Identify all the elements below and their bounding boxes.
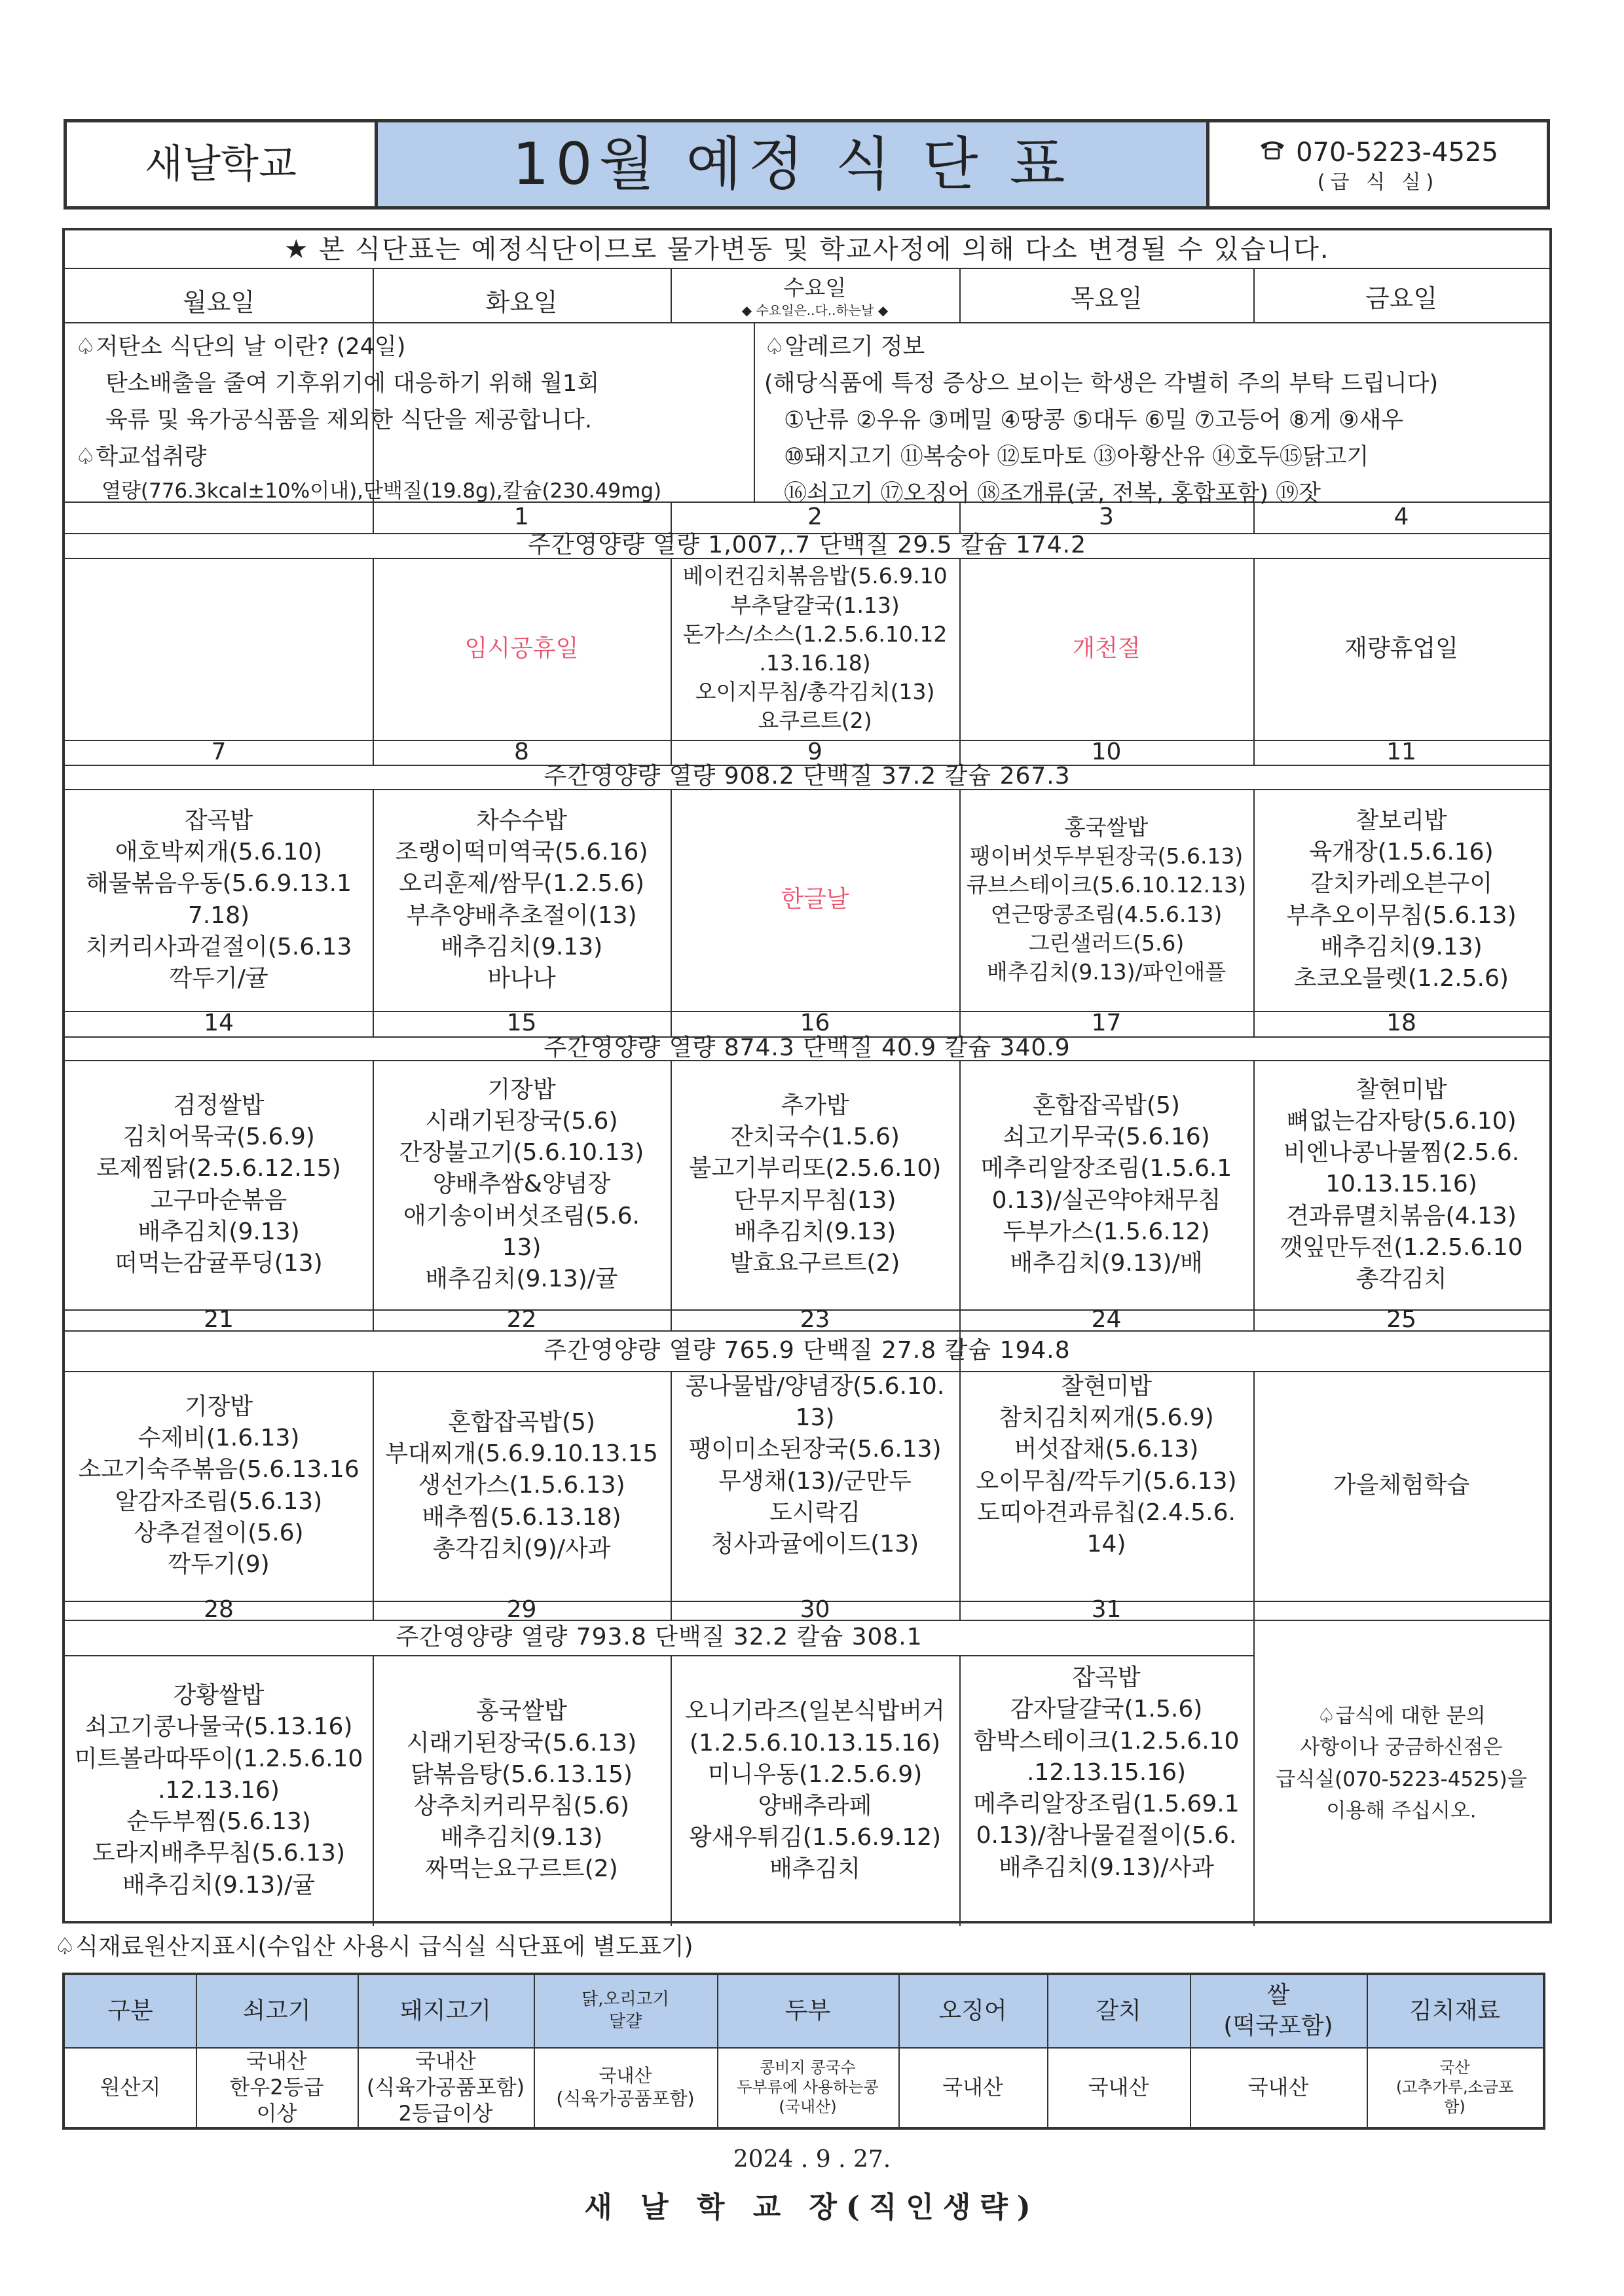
low-carbon-line2: 육류 및 육가공식품을 제외한 식단을 제공합니다. bbox=[105, 407, 592, 433]
menu-item: 참치김치찌개(5.6.9) bbox=[999, 1404, 1214, 1432]
menu-item: .12.13.15.16) bbox=[1026, 1758, 1187, 1786]
menu-item: 생선가스(1.5.6.13) bbox=[418, 1472, 625, 1499]
menu-item: 도라지배추무침(5.6.13) bbox=[92, 1840, 346, 1867]
menu-item: 오이무침/깍두기(5.6.13) bbox=[976, 1467, 1237, 1495]
phone-number: 070-5223-4525 bbox=[1296, 137, 1498, 168]
menu-item: 수제비(1.6.13) bbox=[138, 1425, 300, 1452]
menu-cell bbox=[671, 1330, 959, 1601]
menu-item: 감자달걀국(1.5.6) bbox=[1010, 1696, 1203, 1723]
menu-item: 도시락김 bbox=[769, 1499, 861, 1526]
menu-item: 육개장(1.5.6.16) bbox=[1309, 839, 1494, 866]
origin-value: 국내산 bbox=[942, 2075, 1003, 2100]
weekly-nutrition: 주간영양량 열량 793.8 단백질 32.2 칼슘 308.1 bbox=[396, 1623, 923, 1650]
menu-item: 양배추라페 bbox=[758, 1793, 872, 1819]
menu-item: 배추김치(9.13) bbox=[440, 1824, 603, 1851]
menu-item: 요쿠르트(2) bbox=[758, 708, 872, 734]
menu-item: 닭볶음탕(5.6.13.15) bbox=[411, 1760, 633, 1788]
allergy-warning: (해당식품에 특정 증상으 보이는 학생은 각별히 주의 부탁 드립니다) bbox=[764, 371, 1439, 397]
menu-item: 시래기된장국(5.6.13) bbox=[406, 1729, 637, 1757]
menu-item: 치커리사과겉절이(5.6.13 bbox=[85, 933, 352, 960]
menu-item: 검정쌀밥 bbox=[173, 1091, 265, 1119]
menu-item: 배추김치 bbox=[769, 1855, 861, 1883]
page-title: 10월 예정 식 단 표 bbox=[375, 122, 1209, 206]
menu-item: 총각김치 bbox=[1356, 1266, 1447, 1293]
menu-item: 배추김치(9.13) bbox=[733, 1218, 896, 1245]
menu-item: 쇠고기무국(5.6.16) bbox=[1003, 1123, 1210, 1151]
low-carbon-info bbox=[65, 322, 754, 501]
origin-header: 갈치 bbox=[1096, 1997, 1141, 2024]
menu-item: 고구마순볶음 bbox=[150, 1186, 287, 1214]
low-carbon-line1: 탄소배출을 줄여 기후위기에 대응하기 위해 월1회 bbox=[105, 371, 600, 397]
menu-item: 14) bbox=[1086, 1530, 1126, 1558]
menu-cell bbox=[1253, 1060, 1549, 1309]
origin-value: 국내산 (식육가공품포함) bbox=[556, 2065, 695, 2109]
menu-cell bbox=[373, 789, 671, 1011]
menu-item: 비엔나콩나물찜(2.5.6. bbox=[1283, 1139, 1520, 1167]
menu-item: 베이컨김치볶음밥(5.6.9.10 bbox=[682, 563, 948, 589]
menu-item: 찰보리밥 bbox=[1356, 807, 1447, 834]
menu-item: 찰현미밥 bbox=[1060, 1372, 1153, 1400]
date-cell: 29 bbox=[506, 1596, 537, 1624]
menu-cell bbox=[959, 1620, 1253, 1926]
menu-item: 혼합잡곡밥(5) bbox=[448, 1408, 595, 1436]
menu-item: 혼합잡곡밥(5) bbox=[1033, 1091, 1180, 1119]
menu-cell bbox=[671, 1655, 959, 1926]
menu-item: 홍국쌀밥 bbox=[475, 1698, 568, 1725]
menu-item: (1.2.5.6.10.13.15.16) bbox=[689, 1729, 941, 1757]
menu-cell bbox=[65, 1060, 373, 1309]
menu-item: 기장밥 bbox=[487, 1076, 556, 1103]
allergy-heading: ♤알레르기 정보 bbox=[764, 334, 925, 360]
menu-item: 차수수밥 bbox=[475, 807, 568, 834]
menu-item: 기장밥 bbox=[184, 1393, 253, 1420]
menu-cell bbox=[959, 1330, 1253, 1601]
date-cell: 11 bbox=[1386, 738, 1416, 765]
menu-item: 짜먹는요구르트(2) bbox=[425, 1855, 618, 1883]
menu-item: 애호박찌개(5.6.10) bbox=[115, 839, 323, 866]
intake-heading: ♤학교섭취량 bbox=[75, 444, 207, 470]
menu-item: 잔치국수(1.5.6) bbox=[730, 1123, 900, 1151]
origin-value: 국내산 한우2등급 이상 bbox=[229, 2049, 324, 2126]
menu-item: 깻잎만두전(1.2.5.6.10 bbox=[1280, 1233, 1523, 1261]
date-cell: 9 bbox=[807, 738, 822, 765]
menu-item: 돈가스/소스(1.2.5.6.10.12 bbox=[682, 621, 948, 647]
menu-item: 연근땅콩조림(4.5.6.13) bbox=[990, 901, 1223, 927]
menu-cell bbox=[671, 1060, 959, 1309]
menu-cell bbox=[959, 1060, 1253, 1309]
menu-item: 미트볼라따뚜이(1.2.5.6.10 bbox=[74, 1745, 363, 1772]
menu-item: 떠먹는감귤푸딩(13) bbox=[115, 1249, 323, 1277]
menu-item: 홍국쌀밥 bbox=[1064, 814, 1149, 840]
menu-item: 바나나 bbox=[487, 964, 556, 992]
menu-item: 양배추쌈&양념장 bbox=[432, 1171, 611, 1198]
menu-item: 도띠아견과류칩(2.4.5.6. bbox=[977, 1499, 1236, 1526]
inquiry-note bbox=[1253, 1601, 1549, 1926]
menu-item: 버섯잡채(5.6.13) bbox=[1014, 1436, 1199, 1463]
weekly-nutrition: 주간영양량 열량 1,007,.7 단백질 29.5 칼슘 174.2 bbox=[527, 531, 1087, 558]
menu-item: 배추김치(9.13)/귤 bbox=[122, 1871, 316, 1899]
closure-label: 재량휴업일 bbox=[1344, 634, 1458, 662]
menu-item: 배추김치(9.13) bbox=[440, 933, 603, 960]
menu-item: 오이지무침/총각김치(13) bbox=[695, 679, 935, 705]
menu-item: 0.13)/실곤약야채무침 bbox=[991, 1186, 1221, 1214]
day-monday: 월요일 bbox=[182, 288, 255, 318]
date-cell: 1 bbox=[514, 503, 529, 530]
inquiry-line: 이용해 주십시오. bbox=[1326, 1798, 1477, 1823]
date-cell: 25 bbox=[1386, 1305, 1416, 1333]
menu-item: 배추김치(9.13)/파인애플 bbox=[986, 958, 1227, 985]
menu-item: 상추겉절이(5.6) bbox=[134, 1519, 304, 1546]
menu-item: 두부가스(1.5.6.12) bbox=[1003, 1218, 1210, 1245]
menu-item: 0.13)/참나물겉절이(5.6. bbox=[976, 1822, 1237, 1850]
date-cell: 8 bbox=[514, 738, 529, 765]
origin-title: ♤식재료원산지표시(수입산 사용시 급식실 식단표에 별도표기) bbox=[54, 1933, 693, 1960]
intake-values: 열량(776.3kcal±10%이내),단백질(19.8g),칼슘(230.49mg) bbox=[101, 479, 662, 503]
origin-header: 오징어 bbox=[938, 1997, 1007, 2024]
origin-value: 원산지 bbox=[100, 2075, 161, 2100]
menu-item: 상추치커리무침(5.6) bbox=[414, 1793, 629, 1819]
date-cell: 14 bbox=[204, 1010, 234, 1037]
weekly-nutrition: 주간영양량 열량 765.9 단백질 27.8 칼슘 194.8 bbox=[544, 1336, 1071, 1364]
menu-item: 부추오이무침(5.6.13) bbox=[1286, 902, 1517, 929]
date-cell: 22 bbox=[506, 1305, 537, 1333]
menu-item: 13) bbox=[502, 1233, 542, 1261]
menu-item: 갈치카레오븐구이 bbox=[1310, 870, 1493, 898]
date-cell: 30 bbox=[800, 1596, 830, 1624]
menu-item: 강황쌀밥 bbox=[173, 1682, 265, 1709]
contact-phone bbox=[1209, 129, 1547, 201]
menu-item: 오리훈제/쌈무(1.2.5.6) bbox=[399, 870, 644, 898]
day-tuesday: 화요일 bbox=[485, 288, 558, 318]
menu-item: 청사과귤에이드(13) bbox=[710, 1530, 919, 1558]
school-name: 새날학교 bbox=[145, 141, 297, 187]
menu-cell bbox=[65, 1655, 373, 1926]
menu-cell bbox=[65, 1371, 373, 1601]
menu-item: 오니기라즈(일본식밥버거 bbox=[685, 1698, 945, 1725]
day-wednesday-sub: ◆ 수요일은..다..하는날 ◆ bbox=[741, 302, 889, 319]
phone-sub: (급 식 실) bbox=[1317, 170, 1439, 194]
menu-item: 알감자조림(5.6.13) bbox=[115, 1487, 323, 1515]
date-cell: 24 bbox=[1091, 1305, 1122, 1333]
menu-cell bbox=[373, 1060, 671, 1309]
menu-item: 애기송이버섯조림(5.6. bbox=[403, 1202, 640, 1230]
menu-item: 단무지무침(13) bbox=[733, 1186, 896, 1214]
menu-item: 조랭이떡미역국(5.6.16) bbox=[395, 839, 648, 866]
allergy-list-3: ⑯쇠고기 ⑰오징어 ⑱조개류(굴, 전복, 홍합포함) ⑲잣 bbox=[784, 481, 1321, 507]
menu-item: 배추찜(5.6.13.18) bbox=[422, 1503, 621, 1531]
menu-item: 배추김치(9.13) bbox=[1320, 933, 1483, 960]
day-wednesday bbox=[671, 271, 959, 322]
menu-item: 배추김치(9.13)/사과 bbox=[998, 1853, 1215, 1881]
menu-item: 깍두기(9) bbox=[168, 1550, 270, 1578]
menu-cell bbox=[373, 1655, 671, 1926]
menu-item: 배추김치(9.13)/배 bbox=[1010, 1249, 1203, 1277]
menu-cell bbox=[671, 558, 959, 740]
menu-item: 메추리알장조림(1.5.6.1 bbox=[980, 1155, 1232, 1182]
menu-item: 찰현미밥 bbox=[1356, 1076, 1447, 1103]
menu-item: 왕새우튀김(1.5.6.9.12) bbox=[688, 1824, 942, 1851]
day-friday: 금요일 bbox=[1365, 284, 1438, 314]
menu-item: 부추달걀국(1.13) bbox=[730, 592, 900, 618]
menu-cell bbox=[959, 789, 1253, 1011]
menu-item: 시래기된장국(5.6) bbox=[425, 1107, 618, 1135]
meal-table bbox=[62, 228, 1552, 1923]
origin-header: 쇠고기 bbox=[242, 1997, 311, 2024]
menu-item: .12.13.16) bbox=[158, 1776, 280, 1804]
menu-item: 총각김치(9)/사과 bbox=[432, 1535, 611, 1562]
menu-cell bbox=[1253, 789, 1549, 1011]
menu-item: 부추양배추초절이(13) bbox=[406, 902, 637, 929]
menu-item: 팽이버섯두부된장국(5.6.13) bbox=[969, 843, 1244, 869]
menu-item: 추가밥 bbox=[781, 1091, 849, 1119]
page-header bbox=[64, 119, 1550, 210]
holiday-label: 개천절 bbox=[1072, 634, 1141, 662]
origin-header: 닭,오리고기 달걀 bbox=[581, 1990, 669, 2032]
origin-value: 콩비지 콩국수 두부류에 사용하는콩 (국내산) bbox=[737, 2058, 879, 2116]
menu-item: 미니우동(1.2.5.6.9) bbox=[707, 1760, 923, 1788]
day-thursday: 목요일 bbox=[1070, 284, 1143, 314]
inquiry-line: 급식실(070-5223-4525)을 bbox=[1276, 1767, 1527, 1791]
menu-item: 소고기숙주볶음(5.6.13.16 bbox=[78, 1456, 360, 1484]
menu-item: 부대찌개(5.6.9.10.13.15 bbox=[385, 1440, 658, 1468]
date-cell: 16 bbox=[800, 1010, 830, 1037]
menu-item: 잡곡밥 bbox=[1072, 1664, 1141, 1692]
date-cell: 15 bbox=[506, 1010, 537, 1037]
menu-item: 순두부찜(5.6.13) bbox=[126, 1808, 311, 1836]
menu-item: 큐브스테이크(5.6.10.12.13) bbox=[967, 872, 1246, 898]
menu-item: 무생채(13)/군만두 bbox=[718, 1467, 912, 1495]
holiday-label: 임시공휴일 bbox=[464, 634, 579, 662]
inquiry-line: 사항이나 궁금하신점은 bbox=[1300, 1736, 1503, 1760]
menu-item: 깍두기/귤 bbox=[169, 964, 268, 992]
date-cell: 2 bbox=[807, 503, 822, 530]
allergy-list-2: ⑩돼지고기 ⑪복숭아 ⑫토마토 ⑬아황산유 ⑭호두⑮닭고기 bbox=[784, 444, 1369, 470]
date-cell: 4 bbox=[1393, 503, 1409, 530]
menu-item: 배추김치(9.13)/귤 bbox=[425, 1266, 618, 1293]
origin-header: 돼지고기 bbox=[399, 1997, 492, 2024]
menu-item: .13.16.18) bbox=[759, 650, 871, 676]
menu-item: 그린샐러드(5.6) bbox=[1028, 930, 1185, 956]
origin-value: 국내산 bbox=[1088, 2075, 1149, 2100]
day-wednesday-label: 수요일 bbox=[783, 274, 847, 301]
date-cell: 28 bbox=[204, 1596, 234, 1624]
weekly-nutrition: 주간영양량 열량 874.3 단백질 40.9 칼슘 340.9 bbox=[544, 1034, 1071, 1061]
phone-icon bbox=[1258, 136, 1287, 170]
origin-value: 국내산 bbox=[1247, 2075, 1309, 2100]
menu-item: 해물볶음우동(5.6.9.13.1 bbox=[86, 870, 352, 898]
issue-date: 2024 . 9 . 27. bbox=[733, 2146, 891, 2173]
date-cell: 10 bbox=[1091, 738, 1122, 765]
menu-item: 불고기부리또(2.5.6.10) bbox=[688, 1155, 942, 1182]
menu-item: 간장불고기(5.6.10.13) bbox=[399, 1139, 644, 1167]
origin-value: 국산 (고추가루,소금포 함) bbox=[1395, 2058, 1514, 2116]
date-cell: 23 bbox=[800, 1305, 830, 1333]
origin-header: 두부 bbox=[784, 1997, 831, 2024]
weekly-nutrition: 주간영양량 열량 908.2 단백질 37.2 칼슘 267.3 bbox=[544, 763, 1071, 790]
allergy-list-1: ①난류 ②우유 ③메밀 ④땅콩 ⑤대두 ⑥밀 ⑦고등어 ⑧게 ⑨새우 bbox=[784, 407, 1404, 433]
origin-table bbox=[62, 1973, 1545, 2130]
menu-item: 10.13.15.16) bbox=[1325, 1171, 1477, 1198]
origin-value: 국내산 (식육가공품포함) 2등급이상 bbox=[366, 2049, 525, 2126]
origin-header: 김치재료 bbox=[1409, 1997, 1501, 2024]
menu-item: 배추김치(9.13) bbox=[138, 1218, 300, 1245]
menu-item: 콩나물밥/양념장(5.6.10. bbox=[685, 1372, 945, 1400]
menu-item: 뼈없는감자탕(5.6.10) bbox=[1286, 1107, 1517, 1135]
holiday-label: 한글날 bbox=[781, 886, 849, 913]
menu-item: 쇠고기콩나물국(5.13.16) bbox=[84, 1713, 353, 1741]
menu-item: 잡곡밥 bbox=[184, 807, 253, 834]
menu-cell bbox=[373, 1371, 671, 1601]
allergy-info bbox=[754, 322, 1549, 507]
menu-item: 13) bbox=[795, 1404, 835, 1432]
date-cell: 21 bbox=[204, 1305, 234, 1333]
menu-item: 메추리알장조림(1.5.69.1 bbox=[973, 1791, 1240, 1818]
event-label: 가을체험학습 bbox=[1333, 1472, 1470, 1499]
date-cell: 17 bbox=[1091, 1010, 1122, 1037]
date-cell: 7 bbox=[211, 738, 227, 765]
menu-item: 7.18) bbox=[187, 902, 250, 929]
menu-item: 함박스테이크(1.2.5.6.10 bbox=[973, 1727, 1240, 1755]
low-carbon-heading: ♤저탄소 식단의 날 이란? (24일) bbox=[75, 334, 406, 360]
inquiry-line: ♤급식에 대한 문의 bbox=[1317, 1704, 1486, 1728]
menu-item: 로제찜닭(2.5.6.12.15) bbox=[96, 1155, 341, 1182]
notice-banner: ★ 본 식단표는 예정식단이므로 물가변동 및 학교사정에 의해 다소 변경될 수 있습니다. bbox=[284, 234, 1330, 264]
menu-item: 김치어묵국(5.6.9) bbox=[122, 1123, 315, 1151]
menu-item: 초코오믈렛(1.2.5.6) bbox=[1294, 964, 1509, 992]
menu-cell bbox=[65, 789, 373, 1011]
menu-item: 팽이미소된장국(5.6.13) bbox=[688, 1436, 942, 1463]
menu-item: 발효요구르트(2) bbox=[729, 1249, 900, 1277]
origin-header: 쌀 (떡국포함) bbox=[1223, 1982, 1333, 2039]
date-cell: 18 bbox=[1386, 1010, 1416, 1037]
origin-header: 구분 bbox=[107, 1997, 153, 2024]
menu-item: 견과류멸치볶음(4.13) bbox=[1286, 1202, 1517, 1230]
date-cell: 3 bbox=[1099, 503, 1114, 530]
principal-signature: 새 날 학 교 장(직인생략) bbox=[584, 2191, 1040, 2224]
date-cell: 31 bbox=[1091, 1596, 1122, 1624]
